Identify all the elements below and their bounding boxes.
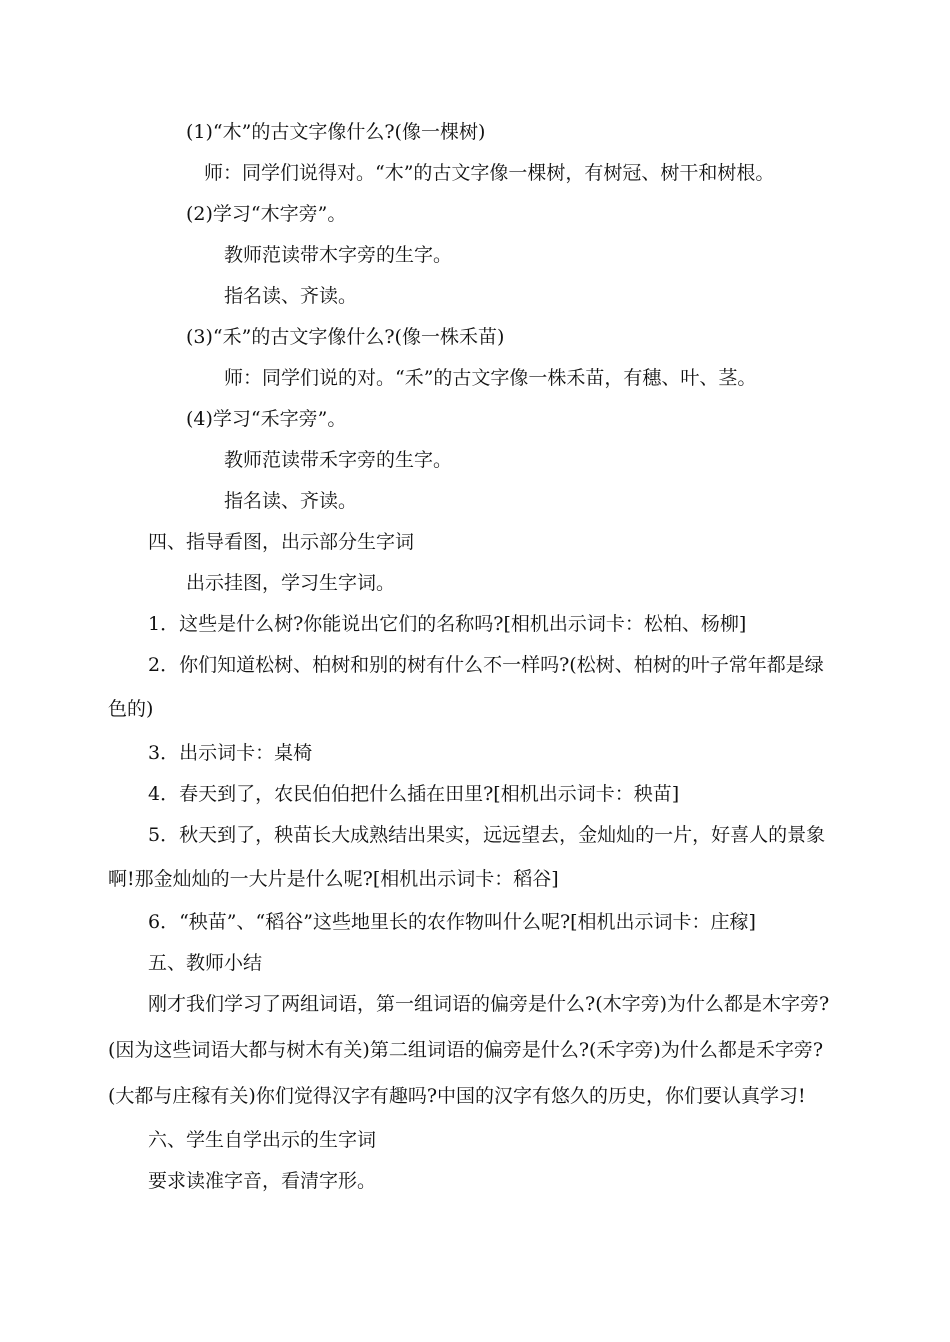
teacher-remark-wood: 师：同学们说得对。“木”的古文字像一棵树，有树冠、树干和树根。: [204, 162, 775, 184]
numbered-item-3: 3．出示词卡：桌椅: [148, 742, 313, 764]
paragraph-read-grain-radical: 教师范读带禾字旁的生字。: [224, 449, 453, 471]
teacher-remark-grain: 师：同学们说的对。“禾”的古文字像一株禾苗，有穗、叶、茎。: [224, 367, 757, 389]
section-heading-4: 四、指导看图，出示部分生字词: [148, 531, 415, 553]
paragraph-show-picture: 出示挂图，学习生字词。: [186, 572, 396, 594]
list-item-1-question: (1)“木”的古文字像什么?(像一棵树): [186, 121, 486, 143]
numbered-item-5-line-2: 啊!那金灿灿的一大片是什么呢?[相机出示词卡：稻谷]: [108, 868, 559, 890]
section-heading-6: 六、学生自学出示的生字词: [148, 1129, 377, 1151]
summary-paragraph-line-1: 刚才我们学习了两组词语，第一组词语的偏旁是什么?(木字旁)为什么都是木字旁?: [148, 993, 830, 1015]
summary-paragraph-line-2: (因为这些词语大都与树木有关)第二组词语的偏旁是什么?(禾字旁)为什么都是禾字旁?: [108, 1039, 824, 1061]
list-item-2-heading: (2)学习“木字旁”。: [186, 203, 347, 225]
numbered-item-6: 6．“秧苗”、“稻谷”这些地里长的农作物叫什么呢?[相机出示词卡：庄稼]: [148, 911, 756, 933]
section-heading-5: 五、教师小结: [148, 952, 263, 974]
numbered-item-4: 4．春天到了，农民伯伯把什么插在田里?[相机出示词卡：秧苗]: [148, 783, 680, 805]
summary-paragraph-line-3: (大都与庄稼有关)你们觉得汉字有趣吗?中国的汉字有悠久的历史，你们要认真学习!: [108, 1085, 806, 1107]
paragraph-read-together-1: 指名读、齐读。: [224, 285, 358, 307]
numbered-item-5-line-1: 5．秋天到了，秧苗长大成熟结出果实，远远望去，金灿灿的一片，好喜人的景象: [148, 824, 826, 846]
numbered-item-2-line-1: 2．你们知道松树、柏树和别的树有什么不一样吗?(松树、柏树的叶子常年都是绿: [148, 654, 824, 676]
list-item-4-heading: (4)学习“禾字旁”。: [186, 408, 347, 430]
numbered-item-1: 1．这些是什么树?你能说出它们的名称吗?[相机出示词卡：松柏、杨柳]: [148, 613, 747, 635]
list-item-3-question: (3)“禾”的古文字像什么?(像一株禾苗): [186, 326, 505, 348]
paragraph-requirement: 要求读准字音，看清字形。: [148, 1170, 377, 1192]
numbered-item-2-line-2: 色的): [108, 698, 154, 720]
paragraph-read-wood-radical: 教师范读带木字旁的生字。: [224, 244, 453, 266]
paragraph-read-together-2: 指名读、齐读。: [224, 490, 358, 512]
